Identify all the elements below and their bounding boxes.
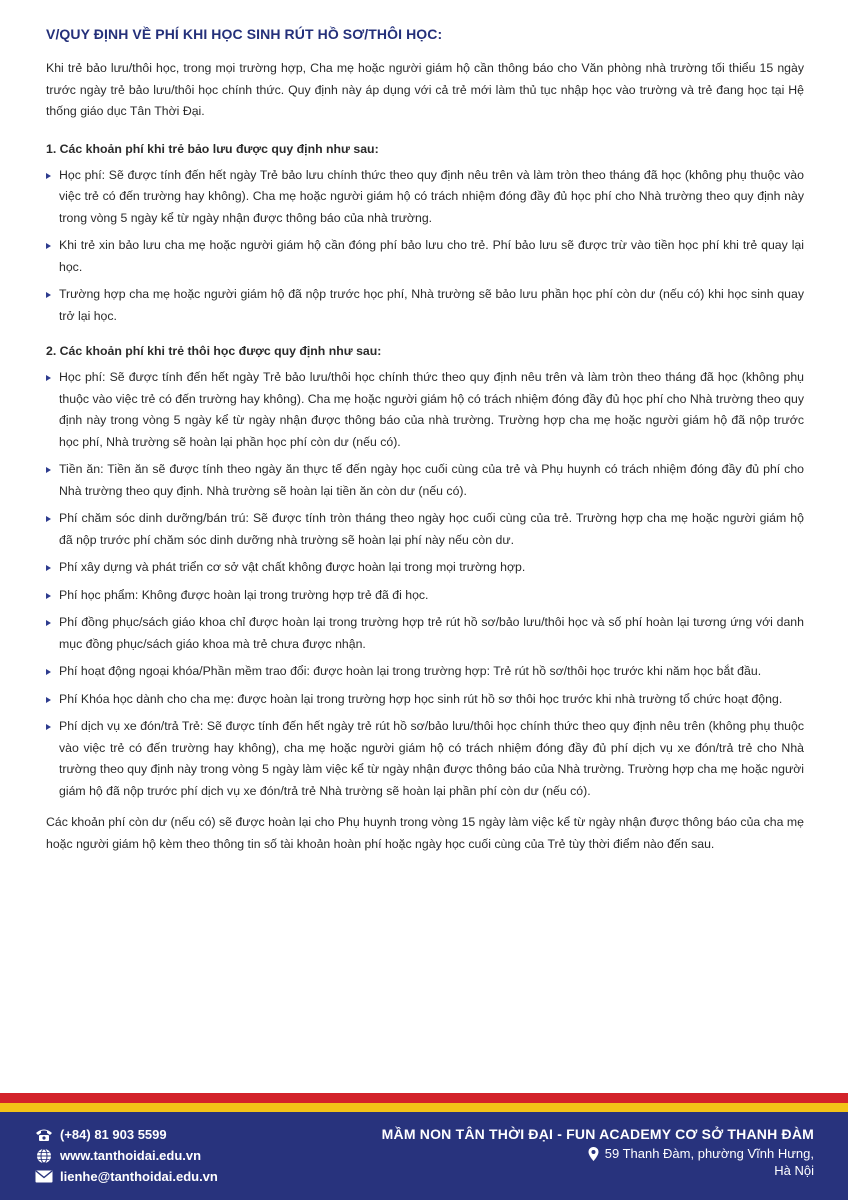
contact-website[interactable] [34,1145,218,1166]
footer-red-stripe [0,1093,848,1103]
list-item: Khi trẻ xin bảo lưu cha mẹ hoặc người giám hộ cần đóng phí bảo lưu cho trẻ. Phí bảo lưu sẽ được trừ vào tiền học phí khi trẻ quay lại học. [46,235,804,278]
bullet-icon [46,565,51,571]
bullet-icon [46,697,51,703]
bullet-icon [46,467,51,473]
part1-title: 1. Các khoản phí khi trẻ bảo lưu được quy định như sau: [46,141,379,156]
bullet-icon [46,516,51,522]
list-item: Phí Khóa học dành cho cha mẹ: được hoàn lại trong trường hợp học sinh rút hồ sơ thôi học trước khi nhà trường tổ chức hoạt động. [46,689,804,711]
envelope-icon [34,1169,54,1185]
intro-paragraph: Khi trẻ bảo lưu/thôi học, trong mọi trường hợp, Cha mẹ hoặc người giám hộ cần thông báo cho Văn phòng nhà trường tối thiểu 15 ngày trước ngày trẻ bảo lưu/thôi học chính thức. Quy định này áp dụng với cả trẻ mới làm thủ tục nhập học vào trường và trẻ đang học tại Hệ thống giáo dục Tân Thời Đại. [46,61,804,118]
list-item: Phí đồng phục/sách giáo khoa chỉ được hoàn lại trong trường hợp trẻ rút hồ sơ/bảo lưu/thôi học và số phí hoàn lại tương ứng với danh mục đồng phục/sách giáo khoa mà trẻ chưa được nhận. [46,612,804,655]
bullet-icon [46,375,51,381]
part2-list [46,367,804,802]
email-link: lienhe@tanthoidai.edu.vn [60,1169,218,1184]
bullet-icon [46,620,51,626]
address-line-1: 59 Thanh Đàm, phường Vĩnh Hưng, [604,1146,814,1161]
bullet-icon [46,243,51,249]
phone-icon [34,1127,54,1143]
contact-info [34,1124,218,1187]
list-item: Học phí: Sẽ được tính đến hết ngày Trẻ bảo lưu chính thức theo quy định nêu trên và làm tròn theo tháng đã học (không phụ thuộc vào việc trẻ có đến trường hay không). Cha mẹ hoặc người giám hộ có trách nhiệm đóng đầy đủ học phí cho Nhà trường theo quy định này trong vòng 5 ngày kể từ ngày nhận được thông báo của nhà trường. [46,165,804,230]
bullet-icon [46,593,51,599]
bullet-icon [46,173,51,179]
list-item: Phí chăm sóc dinh dưỡng/bán trú: Sẽ được tính tròn tháng theo ngày học cuối cùng của trẻ. Trường hợp cha mẹ hoặc người giám hộ đã nộp trước phí chăm sóc dinh dưỡng nhà trường sẽ hoàn lại phí này nếu còn dư. [46,508,804,551]
list-item: Phí học phẩm: Không được hoàn lại trong trường hợp trẻ đã đi học. [46,585,804,607]
globe-icon [34,1148,54,1164]
footer-body [0,1112,848,1200]
list-item: Trường hợp cha mẹ hoặc người giám hộ đã nộp trước học phí, Nhà trường sẽ bảo lưu phần học phí còn dư (nếu có) khi học sinh quay trở lại học. [46,284,804,327]
footer [0,1093,848,1200]
list-item: Tiền ăn: Tiền ăn sẽ được tính theo ngày ăn thực tế đến ngày học cuối cùng của trẻ và Phụ huynh có trách nhiệm đóng đầy đủ phí cho Nhà trường theo quy định. Nhà trường sẽ hoàn lại tiền ăn còn dư (nếu có). [46,459,804,502]
school-name: MẦM NON TÂN THỜI ĐẠI - FUN ACADEMY CƠ SỞ THANH ĐÀM [381,1126,814,1142]
part2-title: 2. Các khoản phí khi trẻ thôi học được quy định như sau: [46,344,382,358]
bullet-icon [46,292,51,298]
contact-phone[interactable] [34,1124,218,1145]
address-line-2: Hà Nội [774,1163,814,1178]
contact-email[interactable] [34,1166,218,1187]
bullet-icon [46,724,51,730]
document-content [46,26,804,855]
school-info [382,1126,814,1179]
phone-number: (+84) 81 903 5599 [60,1127,167,1142]
closing-paragraph: Các khoản phí còn dư (nếu có) sẽ được hoàn lại cho Phụ huynh trong vòng 15 ngày làm việc kể từ ngày nhận được thông báo của cha mẹ hoặc người giám hộ kèm theo thông tin số tài khoản hoàn phí hoặc ngày học cuối cùng của Trẻ tùy thời điểm nào đến sau. [46,815,804,851]
list-item: Phí xây dựng và phát triển cơ sở vật chất không được hoàn lại trong mọi trường hợp. [46,557,804,579]
list-item: Phí hoạt động ngoại khóa/Phần mềm trao đổi: được hoàn lại trong trường hợp: Trẻ rút hồ sơ/thôi học trước khi năm học bắt đầu. [46,661,804,683]
bullet-icon [46,669,51,675]
school-address [382,1145,814,1179]
part1-list [46,165,804,328]
map-pin-icon [588,1147,599,1161]
list-item: Phí dịch vụ xe đón/trả Trẻ: Sẽ được tính đến hết ngày trẻ rút hồ sơ/bảo lưu/thôi học chính thức theo quy định nêu trên (không phụ thuộc vào việc trẻ có đến trường hay không), cha mẹ hoặc người giám hộ có trách nhiệm đóng đầy đủ phí dịch vụ xe đón/trả trẻ cho Nhà trường theo quy định này trong vòng 5 ngày làm việc kể từ ngày nhận được thông báo của Nhà trường. Trường hợp cha mẹ hoặc người giám hộ đã nộp trước phí dịch vụ xe đón/trả trẻ Nhà trường sẽ hoàn lại phần phí còn dư (nếu có). [46,716,804,802]
website-link: www.tanthoidai.edu.vn [60,1148,202,1163]
footer-yellow-stripe [0,1103,848,1112]
section-heading: V/QUY ĐỊNH VỀ PHÍ KHI HỌC SINH RÚT HỒ SƠ/THÔI HỌC: [46,26,443,42]
list-item: Học phí: Sẽ được tính đến hết ngày Trẻ bảo lưu/thôi học chính thức theo quy định nêu trên và làm tròn theo tháng đã học (không phụ thuộc vào việc trẻ có đến trường hay không). Cha mẹ hoặc người giám hộ có trách nhiệm đóng đầy đủ học phí cho Nhà trường theo quy định này trong vòng 5 ngày kể từ ngày nhận được thông báo của nhà trường. Trường hợp cha mẹ hoặc người giám hộ đã nộp trước học phí, Nhà trường sẽ hoàn lại phần học phí còn dư (nếu có). [46,367,804,453]
